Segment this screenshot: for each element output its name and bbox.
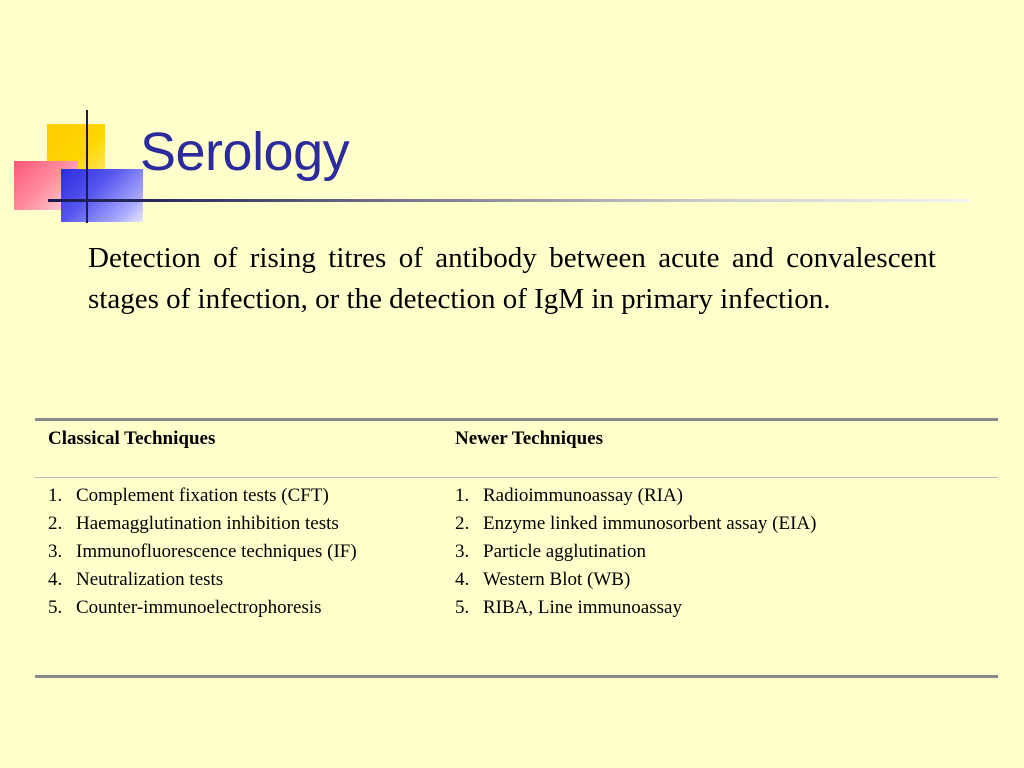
item-text: Neutralization tests xyxy=(76,569,224,590)
item-text: Particle agglutination xyxy=(483,541,647,562)
item-number: 4. xyxy=(455,569,470,590)
item-number: 2. xyxy=(48,513,63,534)
item-number: 1. xyxy=(48,485,63,506)
item-text: Enzyme linked immunosorbent assay (EIA) xyxy=(483,513,817,534)
item-number: 5. xyxy=(48,597,63,618)
decorative-blue-square xyxy=(61,169,143,222)
list-item xyxy=(48,594,357,622)
classical-techniques-list xyxy=(48,482,357,622)
list-item xyxy=(455,538,816,566)
item-text: Counter-immunoelectrophoresis xyxy=(76,597,322,618)
header-classical-techniques: Classical Techniques xyxy=(48,428,216,449)
item-number: 3. xyxy=(455,541,470,562)
item-text: Haemagglutination inhibition tests xyxy=(76,513,339,534)
table-top-rule xyxy=(35,418,998,421)
item-text: Western Blot (WB) xyxy=(483,569,631,590)
list-item xyxy=(455,482,816,510)
item-number: 3. xyxy=(48,541,63,562)
item-text: Complement fixation tests (CFT) xyxy=(76,485,329,506)
item-text: RIBA, Line immunoassay xyxy=(483,597,682,618)
item-text: Radioimmunoassay (RIA) xyxy=(483,485,684,506)
list-item xyxy=(455,510,816,538)
list-item xyxy=(48,538,357,566)
item-number: 2. xyxy=(455,513,470,534)
list-item xyxy=(48,510,357,538)
title-underline xyxy=(48,199,970,202)
list-item xyxy=(455,594,816,622)
table-bottom-rule xyxy=(35,675,998,678)
item-number: 1. xyxy=(455,485,470,506)
decorative-vertical-line xyxy=(86,110,88,223)
list-item xyxy=(455,566,816,594)
techniques-table xyxy=(35,418,998,678)
intro-paragraph: Detection of rising titres of antibody between acute and convalescent stages of infection, or the detection of IgM in primary infection. xyxy=(88,242,936,315)
item-number: 5. xyxy=(455,597,470,618)
list-item xyxy=(48,566,357,594)
item-text: Immunofluorescence techniques (IF) xyxy=(76,541,357,562)
header-newer-techniques: Newer Techniques xyxy=(455,428,603,449)
list-item xyxy=(48,482,357,510)
newer-techniques-list xyxy=(455,482,816,622)
item-number: 4. xyxy=(48,569,63,590)
slide-title: Serology xyxy=(140,122,350,182)
table-header-rule xyxy=(35,477,998,478)
